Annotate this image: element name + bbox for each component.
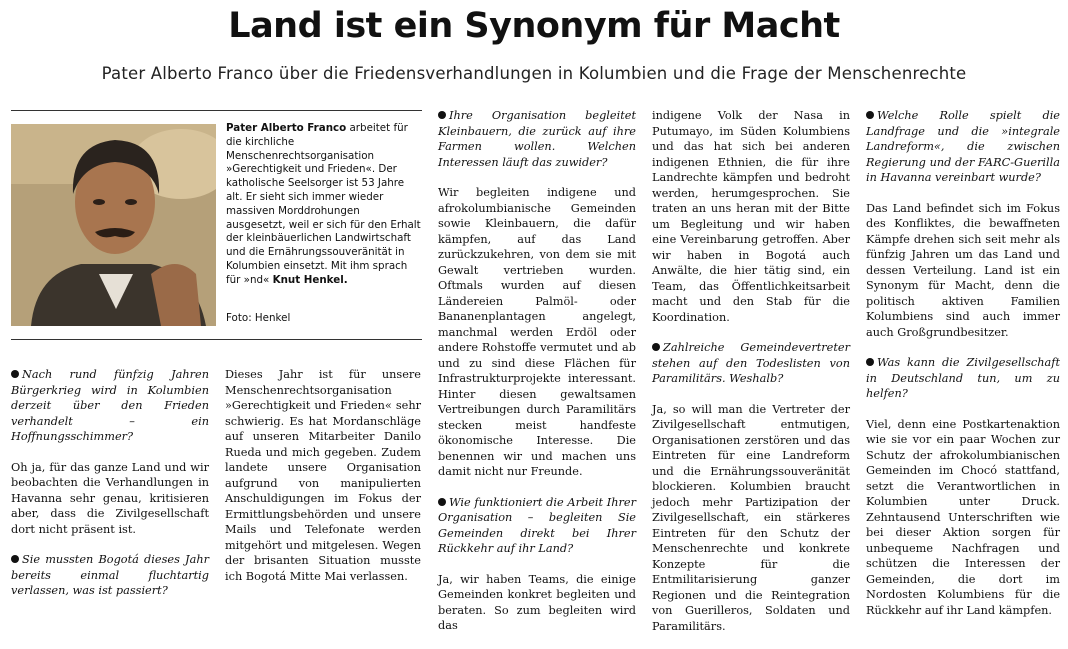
portrait-illustration — [11, 124, 216, 326]
paragraph-text: Wie funktioniert die Arbeit Ihrer Organisation – begleiten Sie Gemeinden direkt bei Ihrer Rückkehr auf ihr Land? — [438, 495, 636, 555]
text-column-3 — [438, 108, 636, 649]
bio-text: arbeitet für die kirchliche Menschenrechtsorganisation »Gerechtigkeit und Frieden«. Der katholische Seelsorger ist 53 Jahre alt. Er sieht sich immer wieder massiven Morddrohungen ausgesetzt, weil er sich für den Erhalt der kleinbäuerlichen Landwirtschaft und die Ernährungssouveränität in Kolumbien einsetzt. Mit ihm sprach für »nd« — [226, 122, 421, 286]
paragraph-text: Wir begleiten indigene und afrokolumbianische Gemeinden sowie Kleinbauern, die dafür kämpfen, auf das Land zurückzukehren, von dem sie mit Gewalt vertrieben wurden. Oftmals wurden auf diesen Ländereien Palmöl- oder Bananenplantagen angelegt, manchmal werden Erdöl oder andere Rohstoffe vermutet und ab und zu sind diese Flächen für Infrastrukturprojekte interessant. Hinter diesen gewaltsamen Vertreibungen durch Paramilitärs stecken meist handfeste ökonomische Interesse. Die benennen wir und machen uns damit nicht nur Freunde. — [438, 186, 636, 478]
paragraph-text: Dieses Jahr ist für unsere Menschenrechtsorganisation »Gerechtigkeit und Frieden« sehr schwierig. Es hat Mordanschläge auf unseren Mitarbeiter Danilo Rueda und mich gegeben. Zudem landete unsere Organisation aufgrund von manipulierten Anschuldigungen im Fokus der Ermittlungsbehörden und unsere Mails und Telefonate werden mitgehört und mitgelesen. Wegen der brisanten Situation musste ich Bogotá Mitte Mai verlassen. — [225, 368, 421, 583]
text-column-1 — [11, 367, 209, 614]
bio-name: Pater Alberto Franco — [226, 122, 347, 134]
bullet-icon — [866, 111, 874, 119]
interview-answer — [866, 201, 1060, 341]
interview-question — [866, 108, 1060, 186]
paragraph-text: indigene Volk der Nasa in Putumayo, im Süden Kolumbiens und das hat sich bei anderen indigenen Ethnien, die für ihre Landrechte kämpfen und bedroht werden, herumgesprochen. Sie traten an uns heran mit der Bitte um Begleitung und wir haben eine Vereinbarung getroffen. Aber wir haben in Bogotá auch Anwälte, die hier tätig sind, ein Team, das Öffentlichkeitsarbeit macht und den Stab für die Koordination. — [652, 109, 850, 324]
interview-question — [652, 340, 850, 387]
paragraph-text: Viel, denn eine Postkartenaktion wie sie vor ein paar Wochen zur Schutz der afrokolumbianischen Gemeinden im Chocó stattfand, setzt die Verantwortlichen in Kolumbien unter Druck. Zehntausend Unterschriften wie bei dieser Aktion sorgen für unbequeme Nachfragen und schützen die Interessen der Gemeinden, die dort im Nordosten Kolumbiens für die Rückkehr auf ihr Land kämpfen. — [866, 417, 1060, 617]
subheadline: Pater Alberto Franco über die Friedensverhandlungen in Kolumbien und die Frage der Menschenrechte — [101, 64, 967, 83]
bullet-icon — [438, 498, 446, 506]
interview-answer — [438, 572, 636, 634]
paragraph-text: Ihre Organisation begleitet Kleinbauern, die zurück auf ihre Farmen wollen. Welchen Interessen läuft das zuwider? — [438, 109, 636, 169]
text-column-2 — [225, 367, 421, 599]
paragraph-text: Oh ja, für das ganze Land und wir beobachten die Verhandlungen in Havanna sehr genau, kritisieren aber, dass die Zivilgesellschaft dort nicht präsent ist. — [11, 460, 209, 536]
interview-question — [11, 367, 209, 445]
headline: Land ist ein Synonym für Macht — [228, 6, 840, 46]
paragraph-text: Nach rund fünfzig Jahren Bürgerkrieg wird in Kolumbien derzeit über den Frieden verhandelt – ein Hoffnungsschimmer? — [11, 368, 209, 443]
bullet-icon — [11, 370, 19, 378]
interview-question — [438, 495, 636, 557]
bullet-icon — [438, 111, 446, 119]
interview-answer — [652, 402, 850, 635]
paragraph-text: Welche Rolle spielt die Landfrage und die »integrale Landreform«, die zwischen Regierung und der FARC-Guerilla in Havanna vereinbart wurde? — [866, 109, 1060, 184]
bullet-icon — [652, 343, 660, 351]
photo-bottom-rule — [11, 339, 422, 340]
bullet-icon — [866, 358, 874, 366]
photo-credit: Foto: Henkel — [226, 312, 291, 324]
interview-answer — [866, 417, 1060, 619]
text-column-4 — [652, 108, 850, 649]
interview-question — [866, 355, 1060, 402]
bullet-icon — [11, 555, 19, 563]
portrait-photo — [11, 124, 216, 326]
paragraph-text: Zahlreiche Gemeindevertreter stehen auf den Todeslisten von Paramilitärs. Weshalb? — [652, 341, 850, 385]
author-bio — [226, 122, 422, 288]
interview-answer — [11, 460, 209, 538]
interview-answer — [438, 185, 636, 480]
paragraph-text: Ja, wir haben Teams, die einige Gemeinden konkret begleiten und beraten. So zum begleiten wird das — [438, 572, 636, 632]
paragraph-text: Das Land befindet sich im Fokus des Konfliktes, die bewaffneten Kämpfe drehen sich seit mehr als fünfzig Jahren um das Land und dessen Verteilung. Land ist ein Synonym für Macht, denn die politisch aktiven Familien Kolumbiens sind auch immer auch Großgrundbesitzer. — [866, 201, 1060, 339]
paragraph-text: Ja, so will man die Vertreter der Zivilgesellschaft entmutigen, Organisationen zerstören und das Eintreten für eine Landreform und die Ernährungssouveränität blockieren. Kolumbien braucht jedoch mehr Partizipation der Zivilgesellschaft, ein stärkeres Eintreten für den Schutz der Menschenrechte und konkrete Konzepte für die Entmilitarisierung ganzer Regionen und die Reintegration von Guerilleros, Soldaten und Paramilitärs. — [652, 402, 850, 633]
interview-answer — [225, 367, 421, 584]
paragraph-text: Was kann die Zivilgesellschaft in Deutschland tun, um zu helfen? — [866, 356, 1060, 400]
top-rule — [11, 110, 422, 111]
interview-question — [438, 108, 636, 170]
interview-answer — [652, 108, 850, 325]
paragraph-text: Sie mussten Bogotá dieses Jahr bereits einmal fluchtartig verlassen, was ist passiert? — [11, 553, 209, 597]
text-column-5 — [866, 108, 1060, 633]
bio-interviewer: Knut Henkel. — [272, 273, 348, 286]
interview-question — [11, 552, 209, 599]
